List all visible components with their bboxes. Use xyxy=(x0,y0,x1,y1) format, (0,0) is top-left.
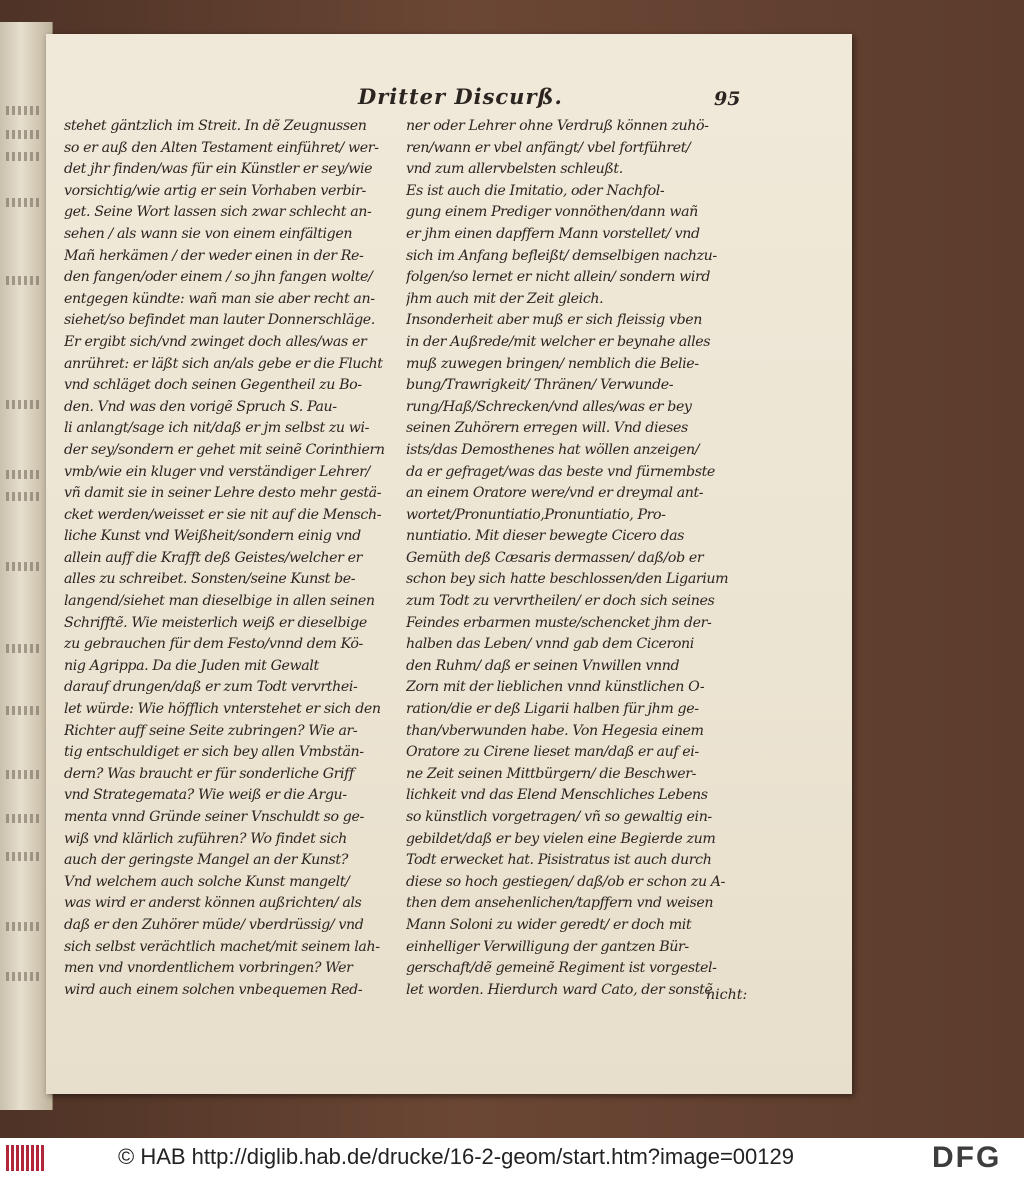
hab-barcode-logo-icon[interactable] xyxy=(6,1145,46,1171)
text-line: sich im Anfang befleißt/ demselbigen nachzu- xyxy=(406,247,717,264)
footer-bar xyxy=(0,1138,1024,1177)
text-line: diese so hoch gestiegen/ daß/ob er schon zu A- xyxy=(406,873,726,890)
text-line: an einem Oratore were/vnd er dreymal ant- xyxy=(406,485,704,502)
text-line: in der Außrede/mit welcher er beynahe alles xyxy=(406,333,711,350)
text-line: gebildet/daß er bey vielen eine Begierde zum xyxy=(406,830,716,847)
text-line: let würde: Wie höfflich vnterstehet er sich den xyxy=(64,701,381,718)
running-head: Dritter Discurß. xyxy=(358,84,563,109)
text-line: vñ damit sie in seiner Lehre desto mehr gestä- xyxy=(64,485,382,502)
text-line: alles zu schreibet. Sonsten/seine Kunst be- xyxy=(64,571,356,588)
text-line: ne Zeit seinen Mittbürgern/ die Beschwer- xyxy=(406,765,697,782)
text-line: wird auch einem solchen vnbequemen Red- xyxy=(64,981,363,998)
text-line: vorsichtig/wie artig er sein Vorhaben verbir- xyxy=(64,182,366,199)
text-line: daß er den Zuhörer müde/ vberdrüssig/ vnd xyxy=(64,916,364,933)
text-line: er jhm einen dapffern Mann vorstellet/ vnd xyxy=(406,225,700,242)
text-line: Richter auff seine Seite zubringen? Wie ar- xyxy=(64,722,358,739)
text-line: vnd zum allervbelsten schleußt. xyxy=(406,161,623,178)
text-line: muß zuwegen bringen/ nemblich die Belie- xyxy=(406,355,699,372)
text-line: dern? Was braucht er für sonderliche Griff xyxy=(64,765,354,782)
text-line: sich selbst verächtlich machet/mit seinem lah- xyxy=(64,938,380,955)
text-line: Es ist auch die Imitatio, oder Nachfol- xyxy=(406,182,665,199)
text-line: rung/Haß/Schrecken/vnd alles/was er bey xyxy=(406,398,692,415)
text-line: auch der geringste Mangel an der Kunst? xyxy=(64,852,348,869)
text-line: vnd schläget doch seinen Gegentheil zu Bo- xyxy=(64,377,362,394)
text-line: cket werden/weisset er sie nit auf die Mensch- xyxy=(64,506,382,523)
text-line: bung/Trawrigkeit/ Thränen/ Verwunde- xyxy=(406,377,674,394)
text-line: menta vnnd Gründe seiner Vnschuldt so ge- xyxy=(64,809,364,825)
text-line: let worden. Hierdurch ward Cato, der sonstẽ xyxy=(406,981,713,998)
text-line: den Ruhm/ daß er seinen Vnwillen vnnd xyxy=(406,657,680,674)
footer-copyright-link[interactable]: © HAB http://diglib.hab.de/drucke/16-2-geom/start.htm?image=00129 xyxy=(118,1144,794,1169)
text-line: seinen Zuhörern erregen will. Vnd dieses xyxy=(406,420,688,437)
text-line: Mañ herkämen / der weder einen in der Re- xyxy=(64,247,364,264)
text-line: ner oder Lehrer ohne Verdruß können zuhö- xyxy=(406,118,709,134)
text-line: schon bey sich hatte beschlossen/den Ligarium xyxy=(406,571,729,588)
text-line: sehen / als wann sie von einem einfältigen xyxy=(64,225,353,242)
text-line: vnd Strategemata? Wie weiß er die Argu- xyxy=(64,787,347,804)
text-line: gerschaft/dẽ gemeinẽ Regiment ist vorgestel- xyxy=(406,960,717,977)
text-line: Todt erwecket hat. Pisistratus ist auch durch xyxy=(406,852,712,869)
text-line: darauf drungen/daß er zum Todt vervrthei- xyxy=(64,679,358,696)
text-line: folgen/so lernet er nicht allein/ sondern wird xyxy=(406,269,711,286)
text-line: siehet/so befindet man lauter Donnerschläge. xyxy=(64,312,375,329)
text-line: get. Seine Wort lassen sich zwar schlecht an- xyxy=(64,204,372,221)
text-line: jhm auch mit der Zeit gleich. xyxy=(406,290,604,307)
right-text-column xyxy=(406,116,751,1001)
text-line: den. Vnd was den vorigẽ Spruch S. Pau- xyxy=(64,398,337,415)
text-line: lichkeit vnd das Elend Menschliches Lebens xyxy=(406,787,708,804)
text-line: langend/siehet man dieselbige in allen seinen xyxy=(64,593,375,610)
text-line: Vnd welchem auch solche Kunst mangelt/ xyxy=(64,873,350,890)
text-line: was wird er anderst können außrichten/ als xyxy=(64,895,362,912)
text-line: men vnd vnordentlichem vorbringen? Wer xyxy=(64,960,353,977)
text-line: wortet/Pronuntiatio,Pronuntiatio, Pro- xyxy=(406,506,666,523)
text-line: then dem ansehenlichen/tapffern vnd weisen xyxy=(406,895,714,912)
text-line: so künstlich vorgetragen/ vñ so gewaltig ein- xyxy=(406,809,712,825)
text-line: entgegen kündte: wañ man sie aber recht an- xyxy=(64,290,375,307)
text-line: Schrifftẽ. Wie meisterlich weiß er dieselbige xyxy=(64,614,367,631)
text-line: ren/wann er vbel anfängt/ vbel fortführet/ xyxy=(406,139,691,156)
text-line: Mann Soloni zu wider geredt/ er doch mit xyxy=(406,916,692,933)
text-line: wiß vnd klärlich zuführen? Wo findet sich xyxy=(64,830,347,847)
text-line: det jhr finden/was für ein Künstler er sey/wie xyxy=(64,161,373,178)
text-line: zum Todt zu vervrtheilen/ er doch sich seines xyxy=(406,593,715,610)
text-line: Insonderheit aber muß er sich fleissig vben xyxy=(406,312,702,329)
catchword: nicht: xyxy=(706,987,748,1003)
text-line: da er gefraget/was das beste vnd fürnembste xyxy=(406,463,715,480)
dfg-logo[interactable]: DFG xyxy=(932,1141,1002,1174)
left-text-column xyxy=(64,116,410,1001)
page-number: 95 xyxy=(714,88,741,110)
text-line: den fangen/oder einem / so jhn fangen wolte/ xyxy=(64,269,373,286)
text-line: gung einem Prediger vonnöthen/dann wañ xyxy=(406,204,698,221)
text-line: than/vberwunden habe. Von Hegesia einem xyxy=(406,722,704,739)
text-line: zu gebrauchen für dem Festo/vnnd dem Kö- xyxy=(64,636,363,653)
text-line: der sey/sondern er gehet mit seinẽ Corinthiern xyxy=(64,441,385,458)
text-line: stehet gäntzlich im Streit. In dẽ Zeugnussen xyxy=(64,118,367,134)
text-line: Feindes erbarmen muste/schencket jhm der- xyxy=(406,614,712,631)
text-line: ists/das Demosthenes hat wöllen anzeigen/ xyxy=(406,441,700,458)
text-line: Er ergibt sich/vnd zwinget doch alles/was er xyxy=(64,333,367,350)
text-line: anrühret: er läßt sich an/als gebe er die Flucht xyxy=(64,355,383,372)
text-line: tig entschuldiget er sich bey allen Vmbstän- xyxy=(64,744,364,761)
text-line: nig Agrippa. Da die Juden mit Gewalt xyxy=(64,657,319,674)
text-line: so er auß den Alten Testament einführet/ wer- xyxy=(64,139,379,156)
book-page xyxy=(46,34,852,1094)
text-line: Zorn mit der lieblichen vnnd künstlichen O- xyxy=(406,679,705,696)
text-line: vmb/wie ein kluger vnd verständiger Lehrer/ xyxy=(64,463,370,480)
text-line: liche Kunst vnd Weißheit/sondern einig vnd xyxy=(64,528,361,545)
text-line: Gemüth deß Cæsaris dermassen/ daß/ob er xyxy=(406,549,704,566)
text-line: halben das Leben/ vnnd gab dem Ciceroni xyxy=(406,636,694,653)
text-line: li anlangt/sage ich nit/daß er jm selbst zu wi- xyxy=(64,420,370,437)
text-line: allein auff die Krafft deß Geistes/welcher er xyxy=(64,549,362,566)
text-line: nuntiatio. Mit dieser bewegte Cicero das xyxy=(406,528,685,545)
text-line: einhelliger Verwilligung der gantzen Bür- xyxy=(406,938,689,955)
text-line: Oratore zu Cirene lieset man/daß er auf ei- xyxy=(406,744,699,761)
text-line: ration/die er deß Ligarii halben für jhm ge- xyxy=(406,701,699,718)
